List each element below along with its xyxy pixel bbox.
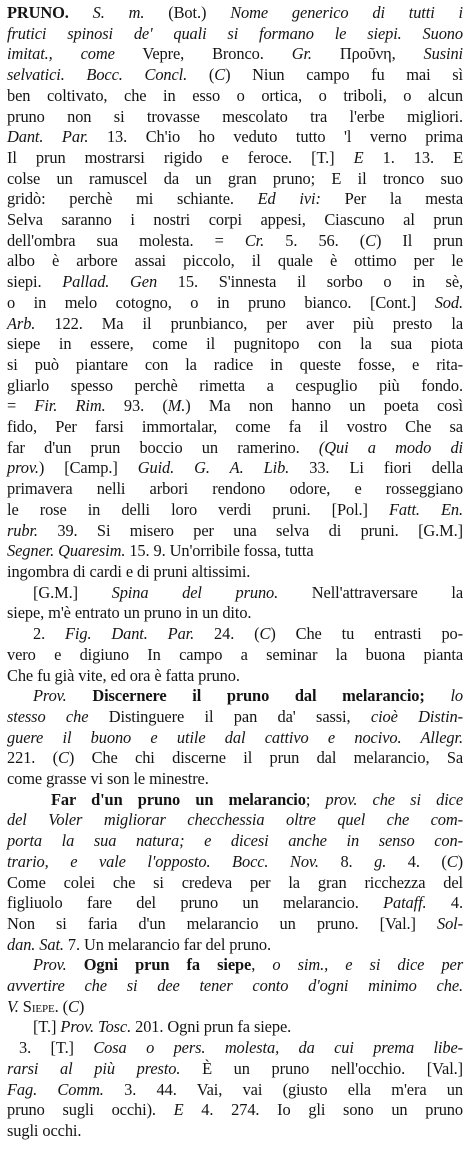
text-segment: Pataff. (383, 893, 427, 913)
text-segment: ; (305, 789, 326, 809)
text-segment: Non si faria d'un melarancio un pruno. [Val.] (7, 913, 437, 933)
text-line (7, 376, 463, 397)
text-line (7, 1038, 463, 1059)
text-line (7, 976, 463, 997)
text-segment: ben coltivato, che in esso o ortica, o triboli, o alcun (7, 85, 463, 105)
text-line (7, 127, 463, 148)
text-segment: 15. S'innesta il sorbo o in sè, (157, 272, 463, 292)
text-segment: 221. ( (7, 748, 59, 768)
text-segment: 15. 9. Un'orribile fossa, tutta (125, 541, 314, 561)
text-segment: (Bot.) (144, 3, 231, 22)
text-segment: Cosa o pers. molesta, da cui prema libe- (93, 1038, 464, 1058)
text-segment: 4. (426, 893, 463, 913)
text-line (7, 707, 463, 728)
text-line (7, 251, 463, 272)
text-line (7, 107, 463, 128)
text-segment: primavera nelli arbori rendono odore, e rosseggiano (7, 479, 463, 499)
text-segment: , (251, 955, 273, 975)
text-segment: m. (128, 3, 145, 22)
text-line (7, 396, 463, 417)
text-segment: cioè Distin- (370, 706, 463, 726)
text-line (7, 666, 463, 687)
text-line (7, 769, 463, 790)
text-segment: trario, e vale l'opposto. Bocc. Nov. (7, 851, 319, 871)
text-line (7, 748, 463, 769)
text-segment: rubr. (7, 520, 38, 540)
text-segment: C (446, 851, 458, 871)
text-segment: 7. Un melarancio far del pruno. (63, 934, 272, 954)
text-line (7, 603, 463, 624)
text-segment: pruno sugli occhi). (7, 1100, 174, 1120)
text-segment: 2. (33, 624, 66, 644)
text-segment: lo (424, 686, 464, 706)
text-segment: Sol- (436, 913, 463, 933)
text-line (7, 44, 463, 65)
text-line (7, 334, 463, 355)
text-segment: Distinguere il pan da' sassi, (88, 706, 371, 726)
text-segment: Discernere il pruno dal melarancio; (66, 686, 425, 706)
text-line (7, 293, 463, 314)
text-line (7, 189, 463, 210)
text-segment: E (173, 1100, 184, 1120)
text-segment: ) Niun campo fu mai sì (225, 65, 463, 85)
text-segment: Che fu già vite, ed ora è fatta pruno. (7, 665, 240, 685)
text-segment: Cr. (244, 230, 265, 250)
text-line (7, 1121, 463, 1142)
text-segment: Fag. Comm. (7, 1079, 104, 1099)
text-line (7, 893, 463, 914)
text-segment: Spina del pruno. (111, 582, 279, 602)
text-segment: C (58, 748, 69, 768)
text-segment: del Voler migliorar checchessia oltre quel che com- (7, 810, 463, 830)
text-segment: figliuolo fare del pruno un melarancio. (7, 893, 384, 913)
text-line (7, 500, 463, 521)
text-segment: Dant. Par. (7, 127, 89, 147)
text-segment: avvertire che si dee tener conto d'ogni minimo che. (7, 976, 463, 996)
text-segment: ) Che tu entrasti po- (270, 624, 463, 644)
text-segment: ) [Camp.] (38, 458, 138, 478)
text-segment: albo è arbore assai piccolo, il quale è ottimo per le (7, 251, 463, 271)
text-line (7, 624, 463, 645)
text-line (7, 355, 463, 376)
text-line (7, 65, 463, 86)
text-line (7, 997, 463, 1018)
text-line (7, 479, 463, 500)
text-segment: le rose in delli loro verdi pruni. [Pol.] (7, 499, 389, 519)
text-line (7, 1080, 463, 1101)
text-segment: ingombra di cardi e di pruni altissimi. (7, 561, 251, 581)
text-line (7, 852, 463, 873)
text-segment: Vepre, Bronco. (114, 44, 292, 64)
text-segment: imitat., come (7, 44, 115, 64)
text-segment: o in melo cotogno, o in pruno bianco. [Cont.] (7, 292, 435, 312)
text-segment (105, 3, 129, 22)
text-segment: 13. Ch'io ho veduto tutto 'l verno prima (88, 127, 463, 147)
text-segment: Guid. G. A. Lib. (137, 458, 290, 478)
text-segment: PRUNO. (7, 3, 69, 22)
text-segment: Il prun mostrarsi rigido e feroce. [T.] (7, 147, 354, 167)
text-segment: [G.M.] (33, 582, 112, 602)
text-segment: guere il buono e utile dal cattivo e nocivo. Allegr. (7, 727, 463, 747)
text-segment: Come colei che si credeva per la gran ricchezza del (7, 872, 463, 892)
text-segment: È un pruno nell'occhio. [Val.] (180, 1058, 464, 1078)
text-segment: ( (187, 65, 215, 85)
text-segment: Gr. (291, 44, 312, 64)
text-line (7, 169, 463, 190)
text-segment: rarsi al più presto. (7, 1058, 181, 1078)
text-segment: Nome generico di tutti i (230, 3, 463, 22)
text-segment: Nell'attraversare la (278, 582, 463, 602)
text-line (7, 935, 463, 956)
text-line (7, 562, 463, 583)
text-segment: Far d'un pruno un melarancio (51, 789, 306, 809)
text-segment: S. (92, 3, 105, 22)
text-line (7, 831, 463, 852)
text-segment: Per la mesta (320, 189, 464, 209)
text-line (7, 1059, 463, 1080)
text-segment: prov. che si dice (325, 789, 464, 809)
text-line (7, 686, 463, 707)
text-segment: siepi. (7, 272, 63, 292)
text-line (7, 955, 463, 976)
text-line (7, 272, 463, 293)
text-segment: C (68, 996, 79, 1016)
text-segment: dell'ombra sua molesta. = (7, 230, 245, 250)
text-segment: 33. Li fiori della (289, 458, 463, 478)
text-segment: 4. ( (386, 851, 447, 871)
text-segment: M. (167, 396, 186, 416)
text-segment: prov. (7, 458, 39, 478)
text-segment: gridò: perchè mi schiante. (7, 189, 258, 209)
text-segment: Sod. (434, 292, 463, 312)
text-segment: Prov. (33, 955, 67, 975)
text-segment: Siepe (22, 996, 55, 1016)
text-line (7, 438, 463, 459)
text-segment: 3. [T.] (19, 1038, 94, 1058)
text-segment: si può piantare con la radice in queste fosse, e rita- (7, 354, 463, 374)
text-line (7, 148, 463, 169)
text-line (7, 86, 463, 107)
text-segment: E (353, 147, 364, 167)
text-line (7, 1100, 463, 1121)
text-segment: Fatt. En. (388, 499, 463, 519)
text-line (7, 314, 463, 335)
text-segment: Fig. Dant. Par. (65, 624, 195, 644)
text-line (7, 583, 463, 604)
text-segment: C (259, 624, 271, 644)
text-segment: C (214, 65, 226, 85)
text-segment: come grasse vi son le minestre. (7, 769, 209, 789)
text-segment: 39. Si misero per una selva di pruni. [G.M.] (37, 520, 463, 540)
text-segment: 122. Ma il prunbianco, per aver più presto la (35, 313, 463, 333)
text-line (7, 458, 463, 479)
text-segment: gliarlo spesso perchè rimetta a cespuglio più fondo. (7, 375, 463, 395)
text-line (7, 521, 463, 542)
text-segment: selvatici. Bocc. Concl. (7, 65, 188, 85)
text-segment: ) Il prun (375, 230, 463, 250)
text-segment: frutici spinosi de' quali si formano le siepi. Suono (7, 23, 463, 43)
text-segment: Susini (423, 44, 463, 64)
text-segment: porta la sua natura; e dicesi anche in senso con- (7, 831, 463, 851)
text-segment: siepe in essere, come il pugnitopo con la sua piota (7, 334, 463, 354)
text-line (7, 810, 463, 831)
text-segment: 4. 274. Io gli sono un pruno (183, 1100, 463, 1120)
text-line (7, 645, 463, 666)
text-segment: 1. 13. E (363, 147, 463, 167)
text-segment: siepe, m'è entrato un pruno in un dito. (7, 603, 252, 623)
text-segment: far d'un prun boccio un ramerino. (7, 437, 319, 457)
text-line (7, 541, 463, 562)
text-segment: 24. ( (194, 624, 260, 644)
text-segment: Προῦνη, (311, 44, 424, 64)
text-segment: Segner. Quaresim. (7, 541, 126, 561)
text-segment: = (7, 396, 35, 416)
text-segment: Arb. (7, 313, 36, 333)
text-segment: sugli occhi. (7, 1120, 82, 1140)
text-segment: V. (7, 996, 19, 1016)
text-line (7, 914, 463, 935)
text-line (7, 24, 463, 45)
text-line (7, 790, 463, 811)
text-segment: [T.] (33, 1017, 61, 1037)
text-segment: . ( (54, 996, 68, 1016)
text-segment: colse un ramuscel da un gran pruno; E il tronco suo (7, 168, 463, 188)
text-segment: C (365, 230, 376, 250)
text-segment: ) (78, 996, 85, 1016)
text-segment: Fir. Rim. (34, 396, 106, 416)
text-segment: Selva saranno i nostri corpi appesi, Ciascuno al prun (7, 210, 463, 230)
text-segment: Pallad. Gen (62, 272, 158, 292)
text-segment: 201. Ogni prun fa siepe. (131, 1017, 292, 1037)
text-segment: Ogni prun fa siepe (66, 955, 252, 975)
text-segment: vero e digiuno In campo a seminar la buona pianta (7, 644, 463, 664)
text-segment: 8. (318, 851, 375, 871)
text-segment: o sim., e si dice per (272, 955, 464, 975)
text-segment (69, 3, 93, 22)
text-segment: ) Che chi discerne il prun dal melarancio, Sa (68, 748, 464, 768)
text-line (7, 3, 463, 24)
text-segment: Prov. Tosc. (60, 1017, 132, 1037)
text-segment: Prov. (33, 686, 67, 706)
text-segment: g. (374, 851, 387, 871)
text-line (7, 728, 463, 749)
text-line (7, 417, 463, 438)
text-segment: (Qui a modo di (318, 437, 463, 457)
text-line (7, 1017, 463, 1038)
text-segment: fido, Per farsi immortalar, come fa il vostro Che sa (7, 417, 463, 437)
text-segment: Ed ivi: (257, 189, 321, 209)
text-segment: 93. ( (105, 396, 168, 416)
text-segment: ) (457, 851, 463, 871)
text-segment: 3. 44. Vai, vai (giusto ella m'era un (103, 1079, 463, 1099)
text-segment: stesso che (7, 706, 89, 726)
text-segment: 5. 56. ( (264, 230, 366, 250)
text-segment: pruno non si trovasse mescolato tra l'erbe migliori. (7, 106, 463, 126)
text-line (7, 873, 463, 894)
text-segment: ) Ma non hanno un poeta così (185, 396, 463, 416)
text-segment: dan. Sat. (7, 934, 64, 954)
text-line (7, 231, 463, 252)
text-line (7, 210, 463, 231)
